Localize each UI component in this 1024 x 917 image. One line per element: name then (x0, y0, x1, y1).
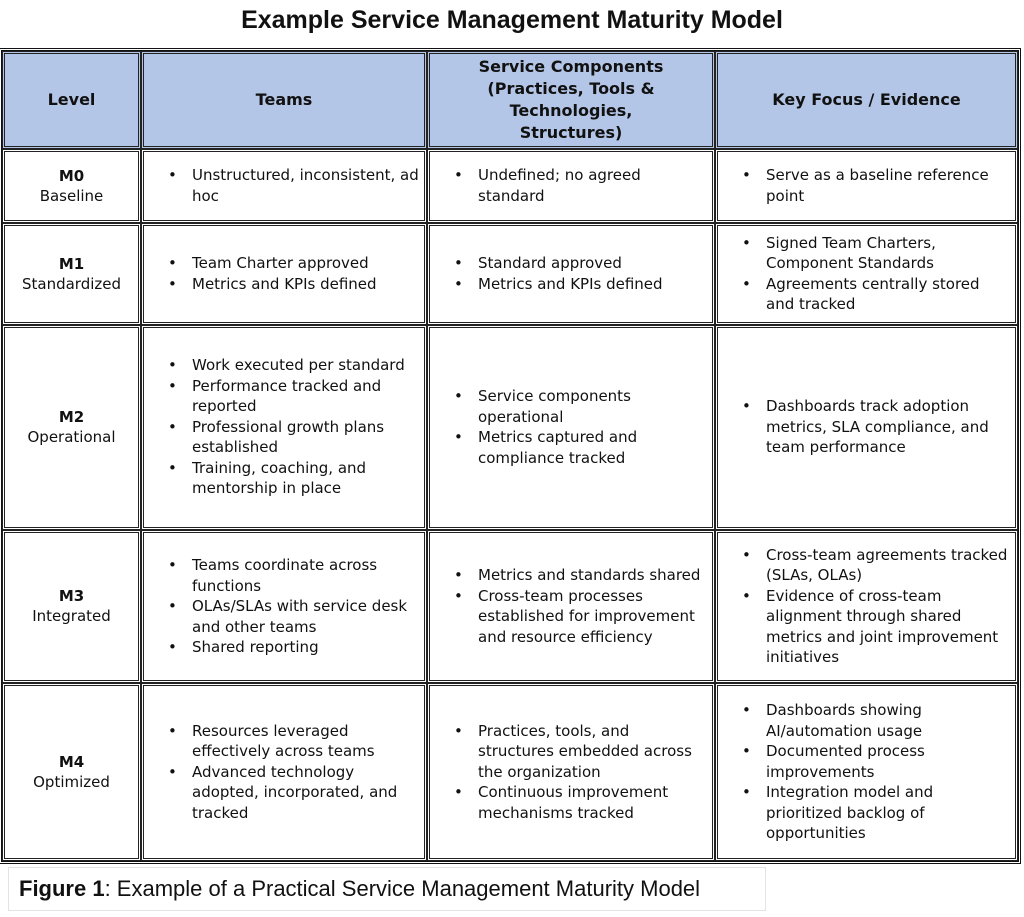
header-teams: Teams (141, 51, 427, 149)
components-list (430, 565, 712, 647)
list-item: • Dashboards showing AI/automation usage (766, 700, 1015, 741)
list-item: • Teams coordinate across functions (192, 555, 424, 596)
teams-list (144, 555, 424, 658)
list-item: • Advanced technology adopted, incorporated, and tracked (192, 762, 424, 824)
level-code: M0 (58, 166, 85, 185)
list-item: • Agreements centrally stored and tracked (766, 274, 1015, 315)
level-code: M4 (58, 752, 85, 771)
figure-caption (8, 867, 766, 911)
list-item: • Continuous improvement mechanisms tracked (478, 782, 712, 823)
components-cell (427, 325, 715, 530)
level-cell (2, 223, 141, 325)
components-cell (427, 223, 715, 325)
header-components-subtitle: (Practices, Tools & Technologies, Structures) (487, 79, 655, 142)
list-item: • Resources leveraged effectively across teams (192, 721, 424, 762)
header-key-focus: Key Focus / Evidence (715, 51, 1018, 149)
teams-cell (141, 530, 427, 683)
focus-cell (715, 530, 1018, 683)
teams-cell (141, 223, 427, 325)
list-item: • OLAs/SLAs with service desk and other teams (192, 596, 424, 637)
table-row (2, 149, 1018, 223)
document-title: Example Service Management Maturity Model (241, 6, 783, 34)
header-level: Level (2, 51, 141, 149)
focus-list (718, 233, 1015, 315)
list-item: • Cross-team agreements tracked (SLAs, OLAs) (766, 545, 1015, 586)
figure-caption-text: : Example of a Practical Service Management Maturity Model (104, 876, 701, 901)
teams-cell (141, 149, 427, 223)
list-item: • Metrics captured and compliance tracked (478, 427, 712, 468)
table-row (2, 683, 1018, 861)
table-row (2, 325, 1018, 530)
level-name: Standardized (21, 274, 122, 293)
list-item: • Performance tracked and reported (192, 376, 424, 417)
list-item: • Training, coaching, and mentorship in place (192, 458, 424, 499)
list-item: • Cross-team processes established for improvement and resource efficiency (478, 586, 712, 648)
focus-cell (715, 683, 1018, 861)
level-name: Integrated (32, 607, 111, 626)
list-item: • Undefined; no agreed standard (478, 165, 712, 206)
teams-list (144, 355, 424, 499)
level-code: M2 (58, 408, 85, 427)
figure-label: Figure 1 (19, 876, 105, 901)
list-item: • Signed Team Charters, Component Standards (766, 233, 1015, 274)
components-cell (427, 530, 715, 683)
level-name: Optimized (33, 772, 110, 791)
focus-cell (715, 325, 1018, 530)
list-item: • Serve as a baseline reference point (766, 165, 1015, 206)
focus-list (718, 545, 1015, 668)
list-item: • Documented process improvements (766, 741, 1015, 782)
list-item: • Work executed per standard (192, 355, 424, 376)
list-item: • Dashboards track adoption metrics, SLA compliance, and team performance (766, 396, 1015, 458)
components-list (430, 721, 712, 824)
focus-list (718, 165, 1015, 206)
components-cell (427, 683, 715, 861)
list-item: • Professional growth plans established (192, 417, 424, 458)
teams-list (144, 721, 424, 824)
components-cell (427, 149, 715, 223)
level-name: Baseline (39, 186, 104, 205)
teams-list (144, 165, 424, 206)
components-list (430, 386, 712, 468)
level-cell (2, 149, 141, 223)
list-item: • Metrics and KPIs defined (478, 274, 712, 295)
components-list (430, 253, 712, 294)
header-service-components (427, 51, 715, 149)
level-cell (2, 325, 141, 530)
header-components-title: Service Components (478, 57, 664, 76)
focus-cell (715, 223, 1018, 325)
list-item: • Team Charter approved (192, 253, 424, 274)
table-row (2, 530, 1018, 683)
level-cell (2, 683, 141, 861)
focus-list (718, 700, 1015, 844)
level-cell (2, 530, 141, 683)
list-item: • Practices, tools, and structures embedded across the organization (478, 721, 712, 783)
teams-list (144, 253, 424, 294)
table-row (2, 223, 1018, 325)
focus-list (718, 396, 1015, 458)
maturity-model-table (2, 51, 1018, 861)
level-name: Operational (27, 428, 116, 447)
teams-cell (141, 683, 427, 861)
components-list (430, 165, 712, 206)
table-header-row (2, 51, 1018, 149)
list-item: • Metrics and standards shared (478, 565, 712, 586)
level-code: M1 (58, 254, 85, 273)
teams-cell (141, 325, 427, 530)
list-item: • Standard approved (478, 253, 712, 274)
list-item: • Integration model and prioritized backlog of opportunities (766, 782, 1015, 844)
list-item: • Evidence of cross-team alignment through shared metrics and joint improvement initiatives (766, 586, 1015, 668)
list-item: • Service components operational (478, 386, 712, 427)
list-item: • Unstructured, inconsistent, ad hoc (192, 165, 424, 206)
level-code: M3 (58, 587, 85, 606)
list-item: • Shared reporting (192, 637, 424, 658)
focus-cell (715, 149, 1018, 223)
list-item: • Metrics and KPIs defined (192, 274, 424, 295)
